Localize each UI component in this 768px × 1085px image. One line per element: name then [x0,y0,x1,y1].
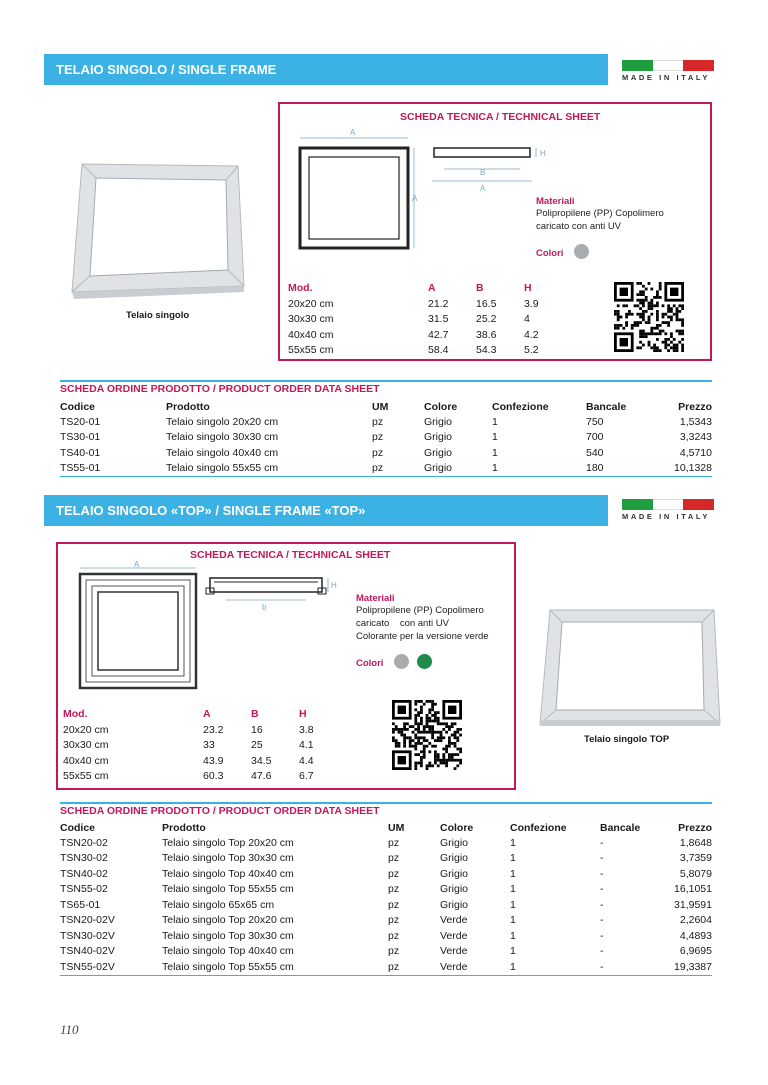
order-cell: 10,1328 [662,461,712,477]
order-cell: TS20-01 [60,415,101,428]
order-cell: - [600,836,604,849]
order-cell: 1 [510,945,516,958]
dims-row [288,327,558,343]
order-cell: 1 [510,883,516,896]
section-title-bar [44,495,608,526]
order-cell: Grigio [424,446,453,459]
table-row [60,835,712,851]
dims-cell: 40x40 cm [63,754,109,767]
order-cell: Verde [440,945,468,958]
dims-header-cell: A [428,282,436,294]
order-cell: Grigio [424,461,492,477]
dims-cell: 58.4 [428,344,449,357]
dims-cell: 43.9 [203,754,224,767]
order-cell: 19,3387 [664,959,712,975]
order-cell: 6,9695 [679,945,712,958]
order-cell: Telaio singolo 65x65 cm [162,898,275,911]
made-in-italy-text: MADE IN ITALY [622,512,710,521]
order-cell: Grigio [440,836,469,849]
section-title: TELAIO SINGOLO / SINGLE FRAME [56,62,277,77]
order-cell: 1 [492,446,498,459]
order-cell: 3,3243 [679,431,712,444]
order-cell: pz [372,461,424,477]
materials-line: caricato con anti UV [356,618,449,629]
made-in-italy-text: MADE IN ITALY [622,73,710,82]
order-cell: Telaio singolo Top 30x30 cm [162,929,294,942]
order-cell: Verde [440,959,510,975]
dims-header-cell: Mod. [288,282,313,294]
order-cell: TS55-01 [60,461,166,477]
order-sheet-title: SCHEDA ORDINE PRODOTTO / PRODUCT ORDER DATA SHEET [60,805,380,817]
dims-row [288,312,558,328]
order-cell: - [600,852,604,865]
dims-cell: 31.5 [428,313,449,326]
product-caption: Telaio singolo [126,310,190,321]
order-cell: pz [372,446,384,459]
frame-top-technical-drawing [76,560,338,694]
dims-cell: 3.8 [299,723,314,736]
order-cell: 1 [510,959,600,975]
materials-title: Materiali [536,196,575,207]
order-cell: TSN55-02 [60,883,108,896]
materials-line: Colorante per la versione verde [356,631,489,642]
dims-cell: 40x40 cm [288,328,334,341]
order-header-cell: UM [372,400,389,413]
dims-cell: 16 [251,723,263,736]
order-cell: 16,1051 [674,883,712,896]
order-cell: - [600,959,664,975]
colors-label: Colori [536,248,564,259]
order-cell: 1 [492,431,498,444]
order-cell: 1 [492,415,498,428]
order-cell: TS30-01 [60,431,101,444]
dim-label-a-side: A [412,194,418,203]
dim-label-a-bottom: A [480,184,486,193]
materials-line: Polipropilene (PP) Copolimero [356,605,484,616]
dims-cell: 16.5 [476,297,497,310]
qr-code-icon [614,282,684,352]
order-header-cell: Bancale [586,400,627,413]
dim-label-a: A [350,128,356,137]
dims-header-cell: B [251,708,259,720]
order-cell: - [600,867,604,880]
dims-cell: 4 [524,313,530,326]
product-caption: Telaio singolo TOP [584,734,670,745]
order-cell: TSN20-02 [60,836,108,849]
dims-header-cell: H [524,282,532,294]
dims-cell: 34.5 [251,754,272,767]
order-cell: Grigio [440,852,469,865]
dims-cell: 55x55 cm [63,770,109,783]
order-header-cell: Colore [440,821,474,834]
order-header-cell: Confezione [492,400,549,413]
order-header-cell: Bancale [600,821,641,834]
table-row [60,414,712,430]
order-cell: 5,8079 [679,867,712,880]
color-swatch-grey [394,654,409,669]
frame-product-image [68,158,248,300]
order-cell: Telaio singolo Top 30x30 cm [162,852,294,865]
table-row [60,944,712,960]
order-cell: Telaio singolo Top 40x40 cm [162,867,294,880]
dims-cell: 6.7 [299,770,314,783]
order-cell: pz [388,867,400,880]
dim-label-b: b [262,603,267,612]
dims-row [63,738,327,754]
dims-cell: 25 [251,739,263,752]
order-header-cell: Codice [60,400,96,413]
dims-cell: 21.2 [428,297,449,310]
order-cell: 1,5343 [679,415,712,428]
order-cell: Telaio singolo 30x30 cm [166,431,279,444]
order-cell: TSN20-02V [60,914,115,927]
order-cell: Telaio singolo 55x55 cm [166,461,372,477]
table-row [60,445,712,461]
table-row [60,866,712,882]
dims-cell: 4.1 [299,739,314,752]
dims-cell: 54.3 [476,344,497,357]
order-cell: 1,8648 [679,836,712,849]
table-row [60,851,712,867]
dims-cell: 4.2 [524,328,539,341]
order-cell: 700 [586,431,604,444]
dims-cell: 5.2 [524,344,539,357]
order-cell: Verde [440,929,468,942]
order-cell: TSN40-02V [60,945,115,958]
order-cell: 1 [510,929,516,942]
dims-cell: 42.7 [428,328,449,341]
order-header-cell: Codice [60,821,96,834]
order-cell: TSN30-02V [60,929,115,942]
dim-label-a: A [134,560,140,569]
dims-cell: 30x30 cm [63,739,109,752]
dims-cell: 60.3 [203,770,224,783]
order-header-cell: Confezione [510,821,567,834]
technical-sheet-title: SCHEDA TECNICA / TECHNICAL SHEET [400,111,601,123]
frame-top-product-image [538,606,722,730]
order-cell: Grigio [440,898,469,911]
dims-cell: 25.2 [476,313,497,326]
order-cell: pz [372,431,384,444]
order-cell: Grigio [424,415,453,428]
order-cell: Verde [440,914,468,927]
italian-flag-icon [622,499,714,510]
dims-cell: 4.4 [299,754,314,767]
order-cell: Grigio [440,883,469,896]
section-title: TELAIO SINGOLO «TOP» / SINGLE FRAME «TOP» [56,503,366,518]
order-cell: Telaio singolo Top 55x55 cm [162,883,294,896]
order-table [60,399,712,477]
order-cell: pz [372,415,384,428]
dims-header-cell: Mod. [63,708,88,720]
table-row [60,882,712,898]
dimensions-table [288,280,558,358]
section-title-bar [44,54,608,85]
order-cell: - [600,883,604,896]
dims-cell: 55x55 cm [288,344,334,357]
dims-row [288,343,558,359]
colors-label: Colori [356,658,384,669]
order-cell: 180 [586,461,662,477]
dims-cell: 3.9 [524,297,539,310]
table-row [60,461,712,477]
italian-flag-icon [622,60,714,71]
order-cell: Telaio singolo 40x40 cm [166,446,279,459]
order-cell: 1 [510,914,516,927]
materials-title: Materiali [356,593,395,604]
order-cell: 3,7359 [679,852,712,865]
dims-cell: 30x30 cm [288,313,334,326]
order-cell: Grigio [424,431,453,444]
order-cell: pz [388,898,400,911]
dims-row [63,722,327,738]
order-cell: TS65-01 [60,898,101,911]
dim-label-h: H [331,581,337,590]
order-table [60,820,712,976]
order-cell: Telaio singolo 20x20 cm [166,415,279,428]
order-cell: Telaio singolo Top 20x20 cm [162,914,294,927]
table-row [60,913,712,929]
order-cell: Grigio [440,867,469,880]
dims-header-cell: H [299,708,307,720]
order-header-cell: Prezzo [678,400,712,413]
order-cell: - [600,898,604,911]
order-cell: pz [388,914,400,927]
dims-cell: 33 [203,739,215,752]
dims-cell: 20x20 cm [63,723,109,736]
order-header-cell: Colore [424,400,458,413]
materials-block [356,593,516,671]
dims-cell: 23.2 [203,723,224,736]
order-cell: Telaio singolo Top 20x20 cm [162,836,294,849]
dims-row [288,296,558,312]
order-cell: - [600,914,604,927]
order-divider [60,380,712,382]
dims-cell: 38.6 [476,328,497,341]
order-cell: 31,9591 [674,898,712,911]
order-cell: - [600,945,604,958]
order-cell: 1 [510,836,516,849]
order-cell: 540 [586,446,604,459]
order-cell: TS40-01 [60,446,101,459]
order-cell: - [600,929,604,942]
order-cell: 750 [586,415,604,428]
order-cell: 4,5710 [679,446,712,459]
frame-technical-drawing [292,126,562,256]
color-swatch-green [417,654,432,669]
order-cell: 2,2604 [679,914,712,927]
order-cell: 1 [510,867,516,880]
order-cell: pz [388,929,400,942]
order-cell: pz [388,836,400,849]
materials-line: caricato con anti UV [536,221,622,232]
order-cell: TSN40-02 [60,867,108,880]
order-cell: Telaio singolo Top 55x55 cm [162,959,388,975]
order-cell: TSN30-02 [60,852,108,865]
order-sheet-title: SCHEDA ORDINE PRODOTTO / PRODUCT ORDER DATA SHEET [60,383,380,395]
table-row [60,430,712,446]
dims-header-cell: B [476,282,484,294]
table-row [60,928,712,944]
qr-code-icon [392,700,462,770]
order-cell: pz [388,959,440,975]
colors-row [536,243,706,261]
dims-cell: 47.6 [251,770,272,783]
materials-line: Polipropilene (PP) Copolimero [536,208,664,219]
dims-row [63,753,327,769]
order-cell: 1 [492,461,586,477]
dimensions-table [63,706,327,784]
table-row [60,897,712,913]
materials-block [536,196,706,261]
order-header-cell: Prodotto [162,821,206,834]
dims-header-cell: A [203,708,211,720]
dim-label-b: B [480,168,486,177]
made-in-italy-badge [622,60,714,82]
page-number: 110 [60,1022,79,1037]
order-cell: 1 [510,852,516,865]
order-divider [60,802,712,804]
color-swatch-grey [574,244,589,259]
table-row [60,959,712,975]
order-header-cell: Prezzo [678,821,712,834]
dims-row [63,769,327,785]
dims-cell: 20x20 cm [288,297,334,310]
order-header-cell: UM [388,821,405,834]
dim-label-h: H [540,149,546,158]
order-cell: TSN55-02V [60,959,162,975]
order-header-cell: Prodotto [166,400,210,413]
made-in-italy-badge [622,499,714,521]
colors-row [356,653,516,671]
order-cell: pz [388,945,400,958]
order-cell: 4,4893 [679,929,712,942]
order-cell: pz [388,883,400,896]
order-cell: pz [388,852,400,865]
order-cell: Telaio singolo Top 40x40 cm [162,945,294,958]
order-cell: 1 [510,898,516,911]
technical-sheet-title: SCHEDA TECNICA / TECHNICAL SHEET [190,549,391,561]
